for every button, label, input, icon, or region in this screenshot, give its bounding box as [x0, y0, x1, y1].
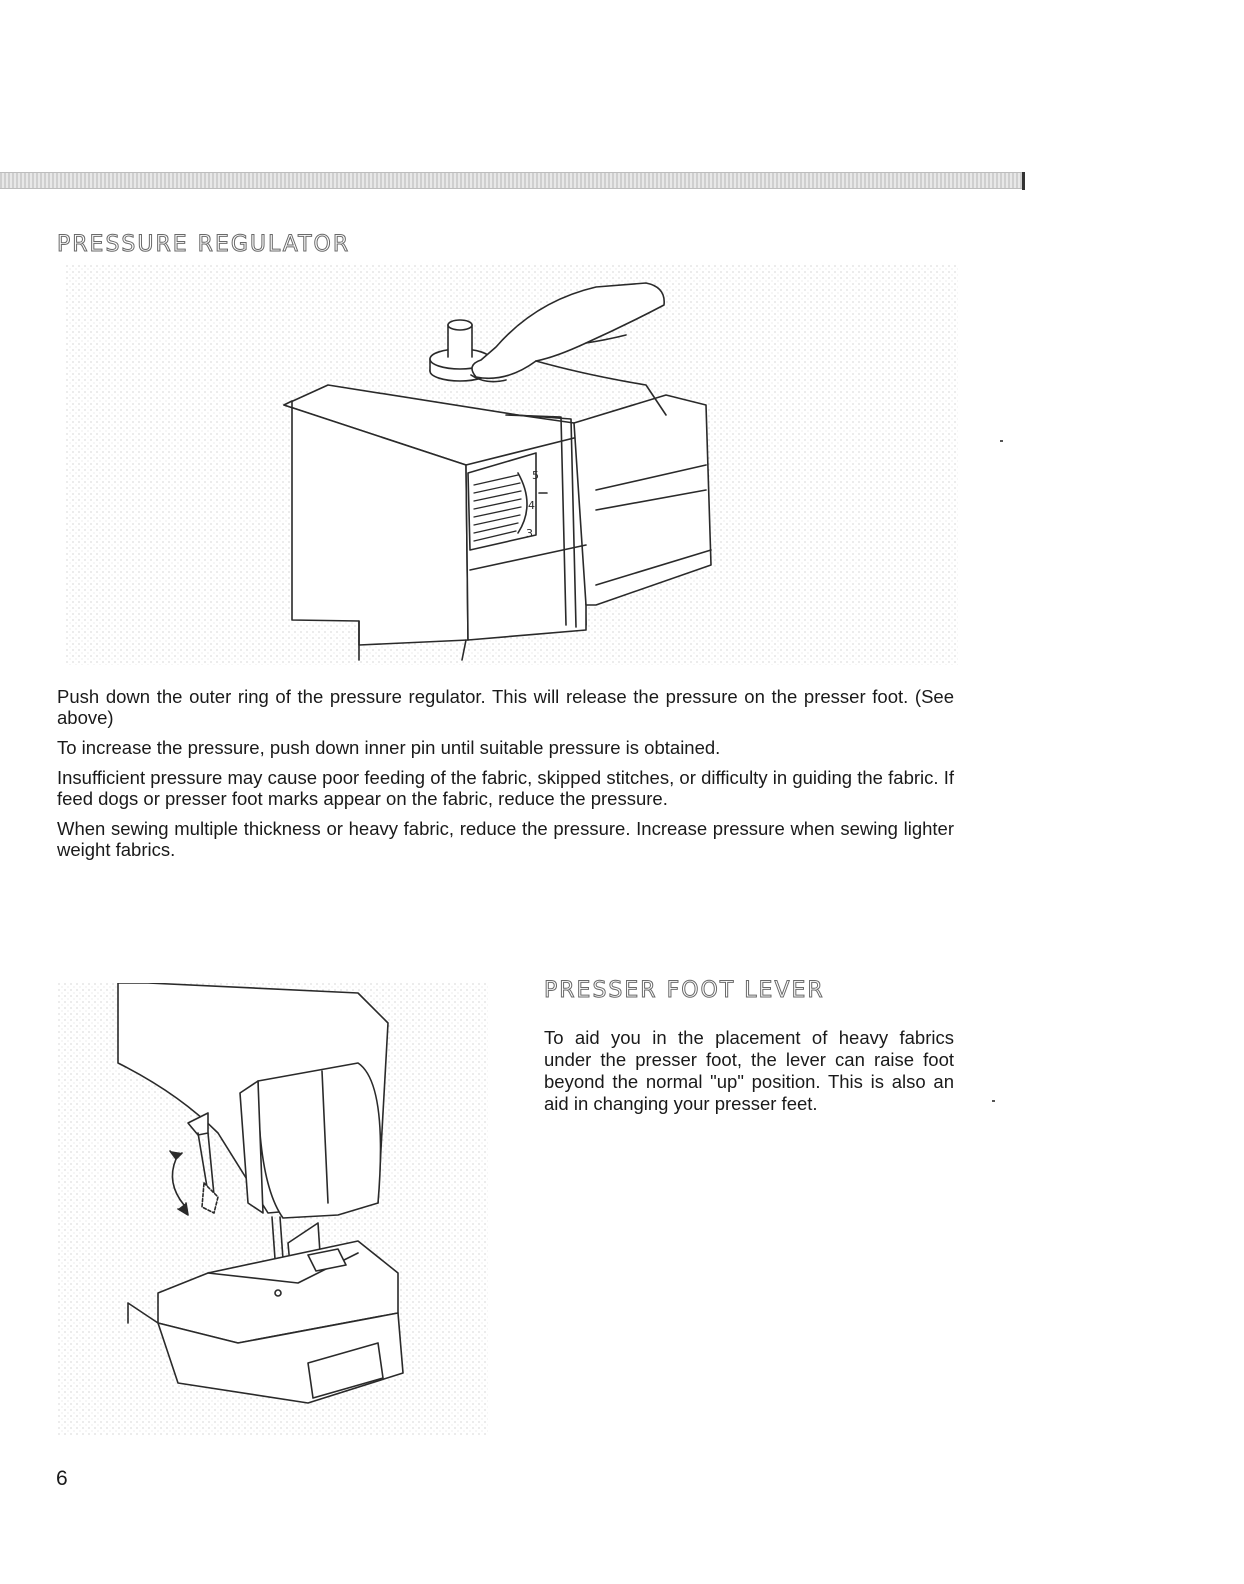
paragraph-insufficient-pressure: Insufficient pressure may cause poor feeding of the fabric, skipped stitches, or difficulty in guiding the fabric. If feed dogs or presser foot marks appear on the fabric, reduce the pressure. [57, 767, 954, 809]
dial-number-5: 5 [532, 469, 539, 482]
pressure-regulator-illustration [66, 265, 958, 665]
paragraph-release-pressure: Push down the outer ring of the pressure regulator. This will release the pressure on the presser foot. (See above) [57, 686, 954, 728]
dial-number-4: 4 [528, 499, 535, 512]
dial-number-3: 3 [526, 527, 533, 540]
pressure-regulator-body [57, 686, 954, 869]
paragraph-increase-pressure: To increase the pressure, push down inner pin until suitable pressure is obtained. [57, 737, 721, 758]
presser-foot-lever-title: PRESSER FOOT LEVER [544, 978, 825, 1003]
paragraph-heavy-fabric: When sewing multiple thickness or heavy fabric, reduce the pressure. Increase pressure when sewing lighter weight fabrics. [57, 818, 954, 860]
header-band-end [1022, 172, 1025, 190]
scan-speck [992, 1100, 995, 1102]
header-band [0, 172, 1022, 189]
scan-speck [1000, 440, 1003, 442]
presser-foot-lever-illustration [58, 983, 488, 1435]
presser-foot-lever-body: To aid you in the placement of heavy fabrics under the presser foot, the lever can raise foot beyond the normal "up" position. This is also an aid in changing your presser feet. [544, 1027, 954, 1114]
pressure-regulator-title: PRESSURE REGULATOR [57, 232, 351, 257]
page-number: 6 [56, 1467, 68, 1490]
